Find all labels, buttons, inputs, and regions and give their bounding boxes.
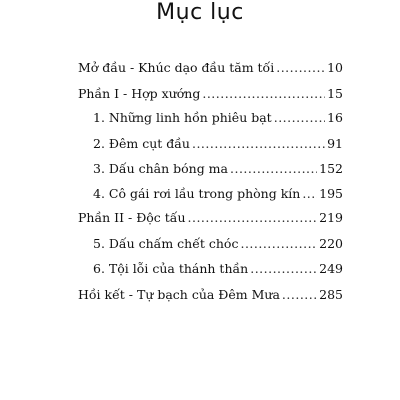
toc-entry-chapter-5 — [93, 236, 343, 252]
toc-entry-epilogue — [78, 287, 343, 303]
toc-entry-page: 15 — [327, 86, 343, 101]
toc-entry-page: 91 — [327, 136, 343, 151]
toc-entry-label: 6. Tội lỗi của thánh thần — [93, 261, 249, 276]
toc-entry-label: 1. Những linh hồn phiêu bạt — [93, 110, 272, 125]
toc-entry-label: 4. Cô gái rơi lầu trong phòng kín — [93, 186, 301, 201]
toc-entry-page: 249 — [319, 261, 343, 276]
toc-entry-chapter-1 — [93, 110, 343, 126]
leader-dots — [250, 261, 317, 277]
leader-dots — [240, 236, 317, 252]
toc-entry-page: 220 — [319, 236, 343, 251]
leader-dots — [192, 136, 325, 152]
toc-entry-page: 285 — [319, 287, 343, 302]
toc-entry-part-1 — [78, 86, 343, 102]
toc-entry-chapter-6 — [93, 261, 343, 277]
toc-entry-page: 10 — [327, 60, 343, 75]
toc-entry-label: Hồi kết - Tự bạch của Đêm Mưa — [78, 287, 280, 302]
toc-entry-page: 152 — [319, 161, 343, 176]
toc-entry-prologue — [78, 60, 343, 76]
toc-entry-part-2 — [78, 210, 343, 226]
toc-entry-label: 3. Dấu chân bóng ma — [93, 161, 228, 176]
toc-entry-label: 2. Đêm cụt đầu — [93, 136, 190, 151]
toc-entry-label: Mở đầu - Khúc dạo đầu tăm tối — [78, 60, 275, 75]
leader-dots — [302, 186, 317, 202]
leader-dots — [282, 287, 317, 303]
toc-entry-chapter-4 — [93, 186, 343, 202]
toc-entry-label: 5. Dấu chấm chết chóc — [93, 236, 239, 251]
toc-entry-chapter-3 — [93, 161, 343, 177]
toc-entry-page: 16 — [327, 110, 343, 125]
toc-entry-label: Phần II - Độc tấu — [78, 210, 186, 225]
toc-entry-chapter-2 — [93, 136, 343, 152]
page-title: Mục lục — [156, 0, 244, 25]
leader-dots — [276, 60, 325, 76]
toc-entry-page: 195 — [319, 186, 343, 201]
toc-entry-label: Phần I - Hợp xướng — [78, 86, 201, 101]
leader-dots — [188, 210, 318, 226]
toc-entry-page: 219 — [319, 210, 343, 225]
leader-dots — [274, 110, 325, 126]
leader-dots — [202, 86, 325, 102]
leader-dots — [230, 161, 317, 177]
